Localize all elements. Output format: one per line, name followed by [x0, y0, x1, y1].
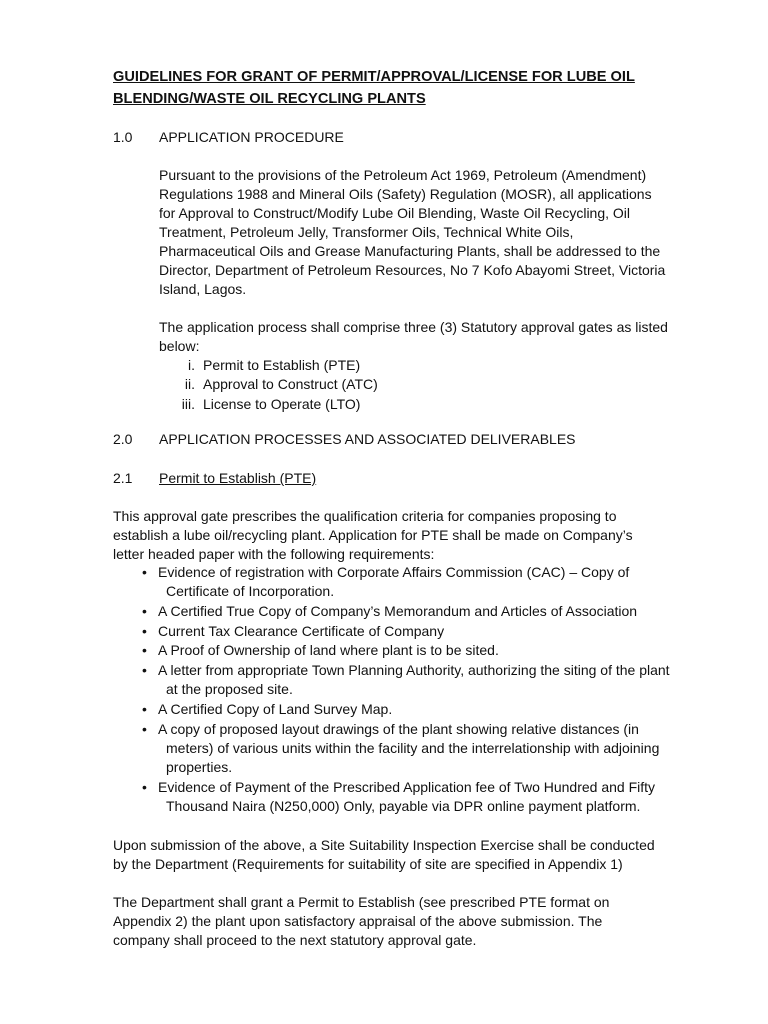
list-text: License to Operate (LTO): [203, 395, 361, 412]
bullet-icon: •: [142, 642, 147, 659]
document-title: GUIDELINES FOR GRANT OF PERMIT/APPROVAL/LICENSE FOR LUBE OIL BLENDING/WASTE OIL RECYCLING PLANTS: [113, 69, 635, 107]
list-text: A Certified Copy of Land Survey Map.: [158, 701, 393, 718]
list-number: ii.: [184, 376, 195, 393]
list-text: A letter from appropriate Town Planning Authority, authorizing the siting of the plant at the proposed site.: [158, 662, 670, 698]
list-item: [140, 661, 680, 700]
section-1-heading: [113, 128, 344, 147]
list-item: [140, 563, 680, 602]
list-text: Permit to Establish (PTE): [203, 357, 361, 373]
section-title: Permit to Establish (PTE): [159, 470, 317, 486]
section-2-1-heading: [113, 469, 316, 488]
list-text: A copy of proposed layout drawings of the plant showing relative distances (in meters) of various units within the facility and the interrelationship with adjoining properties.: [158, 720, 660, 776]
section-number: 2.0: [113, 431, 133, 447]
section-1-paragraph-2: The application process shall comprise three (3) Statutory approval gates as listed below:: [159, 319, 668, 354]
list-item: [140, 622, 680, 641]
list-item: [160, 395, 378, 414]
bullet-icon: •: [142, 662, 147, 679]
bullet-icon: •: [142, 720, 147, 737]
list-item: [140, 602, 680, 621]
list-item: [140, 700, 680, 719]
approval-gates-list: [160, 356, 378, 414]
list-text: Current Tax Clearance Certificate of Company: [158, 622, 445, 639]
list-text: A Proof of Ownership of land where plant is to be sited.: [158, 642, 499, 659]
list-text: Evidence of Payment of the Prescribed Application fee of Two Hundred and Fifty Thousand Naira (N250,000) Only, payable via DPR online payment platform.: [158, 779, 656, 815]
list-number: i.: [188, 357, 195, 373]
list-number: iii.: [181, 395, 195, 412]
list-item: [140, 641, 680, 660]
list-item: [140, 720, 680, 778]
bullet-icon: •: [142, 564, 147, 580]
section-number: 2.1: [113, 470, 133, 486]
section-number: 1.0: [113, 129, 133, 145]
section-title: APPLICATION PROCESSES AND ASSOCIATED DELIVERABLES: [159, 431, 576, 447]
permit-grant-paragraph: The Department shall grant a Permit to Establish (see prescribed PTE format on Appendix 2) the plant upon satisfactory appraisal of the above submission. The company shall proceed to the next statutory approval gate.: [113, 894, 610, 948]
list-item: [160, 375, 378, 394]
list-text: Evidence of registration with Corporate Affairs Commission (CAC) – Copy of Certificate of Incorporation.: [158, 564, 630, 600]
bullet-icon: •: [142, 701, 147, 718]
bullet-icon: •: [142, 602, 147, 619]
list-text: Approval to Construct (ATC): [203, 376, 378, 393]
section-title: APPLICATION PROCEDURE: [159, 129, 344, 145]
list-item: [160, 356, 378, 375]
bullet-icon: •: [142, 622, 147, 639]
bullet-icon: •: [142, 779, 147, 795]
section-1-paragraph-1: Pursuant to the provisions of the Petroleum Act 1969, Petroleum (Amendment) Regulations 1988 and Mineral Oils (Safety) Regulation (MOSR), all applications for Approval to Construct/Modify Lube Oil Blending, Waste Oil Recycling, Oil Treatment, Petroleum Jelly, Transformer Oils, Technical White Oils, Pharmaceutical Oils and Grease Manufacturing Plants, shall be addressed to the Director, Department of Petroleum Resources, No 7 Kofo Abayomi Street, Victoria Island, Lagos.: [159, 167, 666, 297]
site-inspection-paragraph: Upon submission of the above, a Site Suitability Inspection Exercise shall be conducted by the Department (Requirements for suitability of site are specified in Appendix 1): [113, 837, 655, 872]
section-2-heading: [113, 430, 576, 449]
requirements-list: [140, 563, 680, 817]
section-2-1-intro: This approval gate prescribes the qualification criteria for companies proposing to establish a lube oil/recycling plant. Application for PTE shall be made on Company’s letter headed paper with the following requirements:: [113, 508, 633, 562]
list-item: [140, 778, 680, 817]
list-text: A Certified True Copy of Company’s Memorandum and Articles of Association: [158, 602, 638, 619]
